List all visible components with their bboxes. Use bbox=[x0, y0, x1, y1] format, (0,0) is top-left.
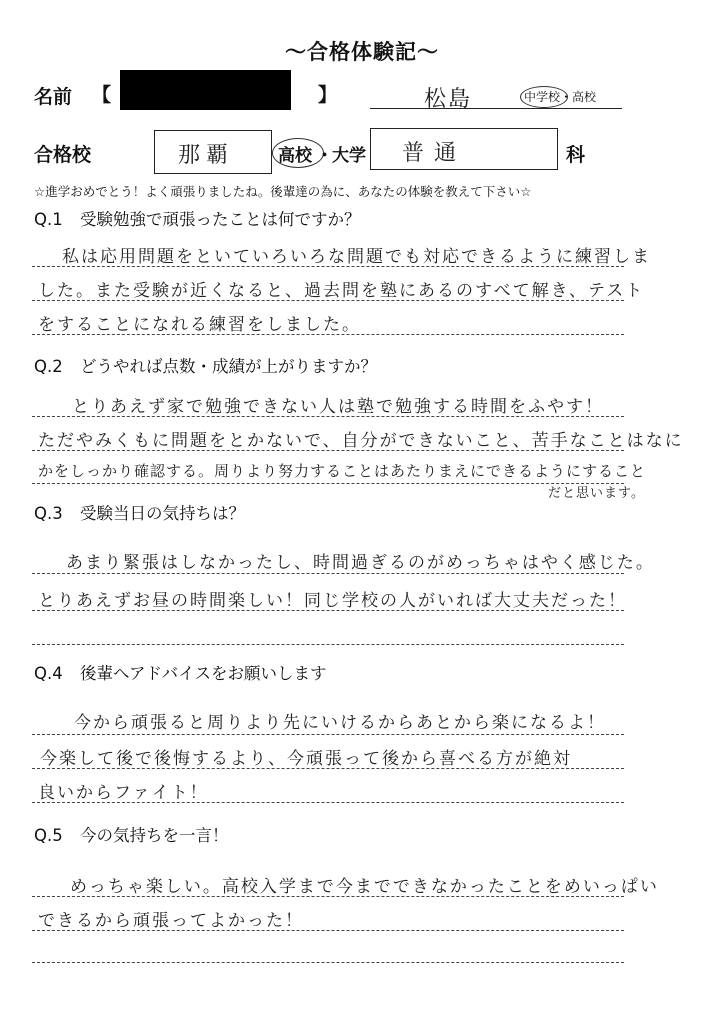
dotted-line bbox=[32, 300, 624, 301]
answer-line: 今楽して後で後悔するより、今頑張って後から喜べる方が絶対 bbox=[40, 749, 572, 769]
type-circled: 高校 bbox=[278, 146, 312, 166]
question-number: Q.1 bbox=[34, 210, 63, 229]
question-number: Q.5 bbox=[34, 826, 63, 845]
question-3 bbox=[34, 500, 245, 524]
answer-line: とりあえずお昼の時間楽しい！同じ学校の人がいれば大丈夫だった！ bbox=[38, 591, 627, 611]
question-text: 今の気持ちを一言！ bbox=[80, 826, 229, 845]
answer-line: 良いからファイト！ bbox=[38, 783, 209, 803]
name-bracket-close: 】 bbox=[318, 84, 338, 106]
page-title: ～合格体験記～ bbox=[285, 40, 439, 64]
question-5 bbox=[34, 822, 229, 846]
question-4 bbox=[34, 660, 327, 684]
dotted-line bbox=[32, 334, 624, 335]
dotted-line bbox=[32, 962, 624, 963]
answer-line: とりあえず家で勉強できない人は塾で勉強する時間をふやす！ bbox=[72, 397, 604, 417]
question-text: 受験勉強で頑張ったことは何ですか？ bbox=[80, 210, 361, 229]
passed-school-label: 合格校 bbox=[34, 144, 92, 166]
dotted-line bbox=[32, 644, 624, 645]
dotted-line bbox=[32, 930, 624, 931]
course-suffix: 科 bbox=[566, 144, 586, 166]
name-label: 名前 bbox=[34, 86, 73, 108]
school-type-label: 中学校・高校 bbox=[524, 90, 597, 104]
question-2 bbox=[34, 353, 377, 377]
answer-line-extra: だと思います。 bbox=[548, 486, 645, 501]
question-number: Q.4 bbox=[34, 664, 63, 683]
dotted-line bbox=[32, 573, 624, 574]
dotted-line bbox=[32, 802, 624, 803]
school-underline bbox=[370, 108, 622, 109]
school-name-handwritten: 松島 bbox=[424, 87, 473, 112]
name-redaction bbox=[120, 70, 291, 110]
passed-school-value: 那覇 bbox=[178, 143, 235, 168]
type-separator: ・ bbox=[316, 146, 333, 166]
name-bracket-open: 【 bbox=[92, 84, 112, 106]
answer-line: 私は応用問題をといていろいろな問題でも対応できるように練習しま bbox=[62, 247, 651, 267]
answer-line: ただやみくもに問題をとかないで、自分ができないこと、苦手なことはなに bbox=[38, 431, 684, 451]
answer-line: をすることになれる練習をしました。 bbox=[38, 315, 361, 335]
question-number: Q.3 bbox=[34, 504, 63, 523]
dotted-line bbox=[32, 450, 624, 451]
question-number: Q.2 bbox=[34, 357, 63, 376]
question-text: どうやれば点数・成績が上がりますか？ bbox=[80, 357, 377, 376]
answer-line: 今から頑張ると周りより先にいけるからあとから楽になるよ！ bbox=[74, 713, 606, 733]
question-1 bbox=[34, 206, 361, 230]
dotted-line bbox=[32, 734, 624, 735]
course-value: 普通 bbox=[402, 141, 467, 166]
answer-line: できるから頑張ってよかった！ bbox=[38, 911, 304, 931]
dotted-line bbox=[32, 896, 624, 897]
intro-text: ☆進学おめでとう！よく頑張りましたね。後輩達の為に、あなたの体験を教えて下さい☆ bbox=[34, 184, 532, 199]
question-text: 後輩へアドバイスをお願いします bbox=[80, 664, 327, 683]
answer-line: あまり緊張はしなかったし、時間過ぎるのがめっちゃはやく感じた。 bbox=[66, 553, 655, 573]
question-text: 受験当日の気持ちは？ bbox=[80, 504, 245, 523]
dotted-line bbox=[32, 483, 624, 484]
answer-line: めっちゃ楽しい。高校入学まで今までできなかったことをめいっぱい bbox=[70, 877, 659, 897]
dotted-line bbox=[32, 768, 624, 769]
answer-line: した。また受験が近くなると、過去問を塾にあるのすべて解き、テスト bbox=[38, 281, 645, 301]
dotted-line bbox=[32, 416, 624, 417]
type-other: 大学 bbox=[332, 146, 366, 166]
answer-line: かをしっかり確認する。周りより努力することはあたりまえにできるようにすること bbox=[38, 462, 647, 480]
dotted-line bbox=[32, 266, 624, 267]
dotted-line bbox=[32, 610, 624, 611]
